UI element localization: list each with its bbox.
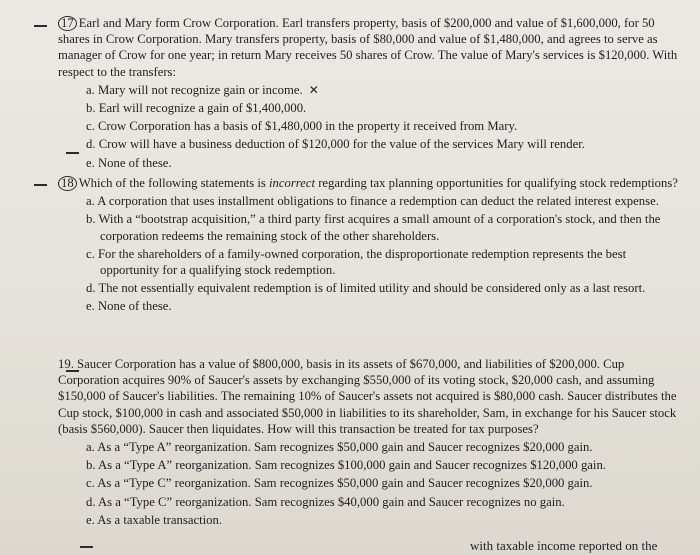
- answer-options: [58, 82, 688, 171]
- answer-options: [58, 193, 688, 314]
- answer-option[interactable]: e. As a taxable transaction.: [86, 512, 222, 527]
- question-text: Earl and Mary form Crow Corporation. Earl transfers property, basis of $200,000 and value of $1,600,000, for 50 shares in Crow Corporation. Mary transfers property, basis of $80,000 and value of $1,480,000, and agrees to serve as manager of Crow for one year; in return Mary receives 50 shares of Crow. The value of Mary's services is $120,000. With respect to the transfers:: [58, 16, 678, 79]
- cut-off-next-question-text: with taxable income reported on the: [470, 538, 658, 553]
- question-stem: [58, 356, 688, 437]
- answer-option[interactable]: c. As a “Type C” reorganization. Sam recognizes $50,000 gain and Saucer recognizes $20,000 gain.: [86, 476, 593, 491]
- margin-dash: [66, 152, 79, 154]
- question-number-circled: 18: [58, 176, 77, 191]
- answer-option[interactable]: d. Crow will have a business deduction of $120,000 for the value of the services Mary will render.: [86, 137, 585, 152]
- answer-option[interactable]: c. Crow Corporation has a basis of $1,480,000 in the property it received from Mary.: [86, 119, 518, 134]
- answer-options: [58, 439, 688, 528]
- margin-dash: [80, 546, 93, 548]
- question-19: [58, 356, 688, 530]
- question-17: [58, 15, 688, 173]
- answer-option[interactable]: b. With a “bootstrap acquisition,” a third party first acquires a small amount of a corporation's stock, and then the corporation redeems the remaining stock of the other shareholders.: [86, 212, 661, 243]
- answer-option[interactable]: b. Earl will recognize a gain of $1,400,000.: [86, 101, 307, 116]
- answer-option[interactable]: d. As a “Type C” reorganization. Sam recognizes $40,000 gain and Saucer recognizes no gain.: [86, 494, 565, 509]
- answer-option[interactable]: c. For the shareholders of a family-owned corporation, the disproportionate redemption represents the best opportunity for a qualifying stock redemption.: [86, 246, 627, 278]
- question-stem: 18 Which of the following statements is incorrect regarding tax planning opportunities for qualifying stock redemptions?: [58, 175, 688, 191]
- answer-option[interactable]: e. None of these.: [86, 299, 172, 314]
- answer-option[interactable]: e. None of these.: [86, 155, 172, 170]
- question-18: [58, 175, 688, 317]
- answer-option[interactable]: a. A corporation that uses installment obligations to finance a redemption can deduct the related interest expense.: [86, 194, 659, 209]
- answer-option[interactable]: a. Mary will not recognize gain or income. ✕: [86, 82, 319, 97]
- answer-option[interactable]: b. As a “Type A” reorganization. Sam recognizes $100,000 gain and Saucer recognizes $120,000 gain.: [86, 458, 606, 473]
- emphasis-word: incorrect: [268, 176, 316, 190]
- margin-dash: [34, 25, 47, 27]
- answer-option[interactable]: d. The not essentially equivalent redemption is of limited utility and should be considered only as a last resort.: [86, 281, 646, 296]
- question-number: 19.: [58, 357, 74, 371]
- question-text: Saucer Corporation has a value of $800,000, basis in its assets of $670,000, and liabilities of $200,000. Cup Corporation acquires 90% of Saucer's assets by exchanging $550,000 of its voting stock, $20,000 cash, and assuming $150,000 of Saucer's liabilities. The remaining 10% of Saucer's assets not acquired is $80,000 cash. Saucer distributes the Cup stock, $100,000 in cash and associated $50,000 in liabilities to its shareholder, Sam, in exchange for his Saucer stock (basis $560,000). Saucer then liquidates. How will this transaction be treated for tax purposes?: [58, 357, 677, 436]
- question-stem: [58, 15, 688, 80]
- question-number-circled: 17: [58, 16, 77, 31]
- answer-option[interactable]: a. As a “Type A” reorganization. Sam recognizes $50,000 gain and Saucer recognizes $20,000 gain.: [86, 440, 593, 455]
- cross-mark-icon: ✕: [308, 82, 319, 97]
- margin-dash: [34, 184, 47, 186]
